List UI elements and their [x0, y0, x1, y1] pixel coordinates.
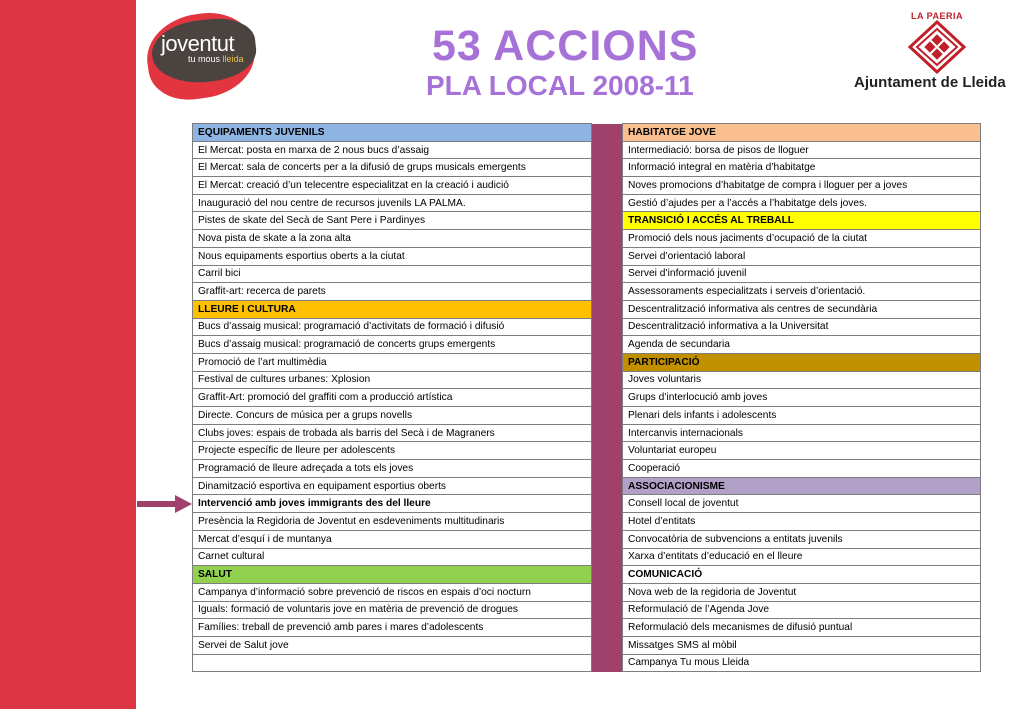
left-action-cell: El Mercat: sala de concerts per a la difusió de grups musicals emergents: [193, 159, 592, 177]
left-action-cell: Nova pista de skate a la zona alta: [193, 230, 592, 248]
right-action-cell: Intercanvis internacionals: [623, 424, 981, 442]
table-row: [193, 407, 981, 425]
table-row: [193, 601, 981, 619]
actions-table: [192, 123, 981, 672]
right-section-header: COMUNICACIÓ: [623, 566, 981, 584]
left-action-cell: Campanya d’informació sobre prevenció de riscos en espais d’oci nocturn: [193, 583, 592, 601]
page-subtitle: PLA LOCAL 2008-11: [426, 70, 694, 101]
table-row: [193, 530, 981, 548]
table-row: [193, 318, 981, 336]
table-row: [193, 336, 981, 354]
table-row: [193, 124, 981, 142]
right-action-cell: Consell local de joventut: [623, 495, 981, 513]
right-action-cell: Promoció dels nous jaciments d’ocupació de la ciutat: [623, 230, 981, 248]
right-action-cell: Agenda de secundaria: [623, 336, 981, 354]
right-action-cell: Plenari dels infants i adolescents: [623, 407, 981, 425]
right-section-header: ASSOCIACIONISME: [623, 477, 981, 495]
left-action-cell: El Mercat: creació d’un telecentre especialitzat en la creació i audició: [193, 177, 592, 195]
divider-column: [592, 601, 623, 619]
divider-column: [592, 336, 623, 354]
city-name: Ajuntament de Lleida: [854, 74, 1006, 91]
right-action-cell: Assessoraments especialitzats i serveis d’orientació.: [623, 283, 981, 301]
table-row: [193, 194, 981, 212]
divider-column: [592, 247, 623, 265]
table-row: [193, 566, 981, 584]
left-action-cell: [193, 654, 592, 672]
left-action-cell: Graffit-art: recerca de parets: [193, 283, 592, 301]
left-section-header: EQUIPAMENTS JUVENILS: [193, 124, 592, 142]
divider-column: [592, 124, 623, 142]
divider-column: [592, 177, 623, 195]
divider-column: [592, 212, 623, 230]
divider-column: [592, 442, 623, 460]
table-row: [193, 442, 981, 460]
right-action-cell: Hotel d’entitats: [623, 513, 981, 531]
divider-column: [592, 371, 623, 389]
table-row: [193, 636, 981, 654]
left-action-cell: Projecte específic de lleure per adolescents: [193, 442, 592, 460]
table-row: [193, 265, 981, 283]
table-row: [193, 247, 981, 265]
left-action-cell: Mercat d’esquí i de muntanya: [193, 530, 592, 548]
logo-tagline: [188, 54, 244, 64]
right-section-header: TRANSICIÓ I ACCÉS AL TREBALL: [623, 212, 981, 230]
divider-column: [592, 141, 623, 159]
left-action-cell: Intervenció amb joves immigrants des del lleure: [193, 495, 592, 513]
right-action-cell: Cooperació: [623, 460, 981, 478]
divider-column: [592, 530, 623, 548]
left-section-header: SALUT: [193, 566, 592, 584]
divider-column: [592, 424, 623, 442]
table-row: [193, 300, 981, 318]
right-action-cell: Grups d’interlocució amb joves: [623, 389, 981, 407]
left-action-cell: Bucs d’assaig musical: programació d’activitats de formació i difusió: [193, 318, 592, 336]
divider-column: [592, 230, 623, 248]
table-row: [193, 371, 981, 389]
page-title: 53 ACCIONS: [432, 22, 699, 70]
left-action-cell: El Mercat: posta en marxa de 2 nous bucs d’assaig: [193, 141, 592, 159]
table-row: [193, 548, 981, 566]
logo-word: joventut: [161, 31, 235, 56]
left-action-cell: Clubs joves: espais de trobada als barris del Secà i de Magraners: [193, 424, 592, 442]
left-section-header: LLEURE I CULTURA: [193, 300, 592, 318]
left-action-cell: Promoció de l’art multimèdia: [193, 353, 592, 371]
left-red-band: [0, 0, 136, 709]
table-row: [193, 583, 981, 601]
table-row: [193, 283, 981, 301]
right-action-cell: Missatges SMS al mòbil: [623, 636, 981, 654]
divider-column: [592, 194, 623, 212]
divider-column: [592, 477, 623, 495]
table-row: [193, 159, 981, 177]
left-action-cell: Bucs d’assaig musical: programació de concerts grups emergents: [193, 336, 592, 354]
right-section-header: PARTICIPACIÓ: [623, 353, 981, 371]
right-action-cell: Xarxa d’entitats d’educació en el lleure: [623, 548, 981, 566]
right-action-cell: Convocatòria de subvencions a entitats juvenils: [623, 530, 981, 548]
right-action-cell: Servei d’orientació laboral: [623, 247, 981, 265]
paeria-label: LA PAERIA: [911, 11, 964, 21]
left-action-cell: Famílies: treball de prevenció amb pares i mares d’adolescents: [193, 619, 592, 637]
table-row: [193, 477, 981, 495]
table-row: [193, 495, 981, 513]
table-row: [193, 389, 981, 407]
table-row: [193, 460, 981, 478]
divider-column: [592, 636, 623, 654]
right-action-cell: Reformulació de l’Agenda Jove: [623, 601, 981, 619]
divider-column: [592, 283, 623, 301]
left-action-cell: Servei de Salut jove: [193, 636, 592, 654]
divider-column: [592, 460, 623, 478]
left-action-cell: Iguals: formació de voluntaris jove en matèria de prevenció de drogues: [193, 601, 592, 619]
pointer-arrow-icon: [137, 494, 193, 514]
right-action-cell: Nova web de la regidoria de Joventut: [623, 583, 981, 601]
right-action-cell: Noves promocions d’habitatge de compra i lloguer per a joves: [623, 177, 981, 195]
table-row: [193, 177, 981, 195]
left-action-cell: Dinamització esportiva en equipament esportius oberts: [193, 477, 592, 495]
logo-tagline-b: lleida: [222, 54, 244, 64]
right-action-cell: Informació integral en matèria d’habitatge: [623, 159, 981, 177]
divider-column: [592, 654, 623, 672]
divider-column: [592, 407, 623, 425]
divider-column: [592, 495, 623, 513]
right-action-cell: Voluntariat europeu: [623, 442, 981, 460]
left-action-cell: Inauguració del nou centre de recursos juvenils LA PALMA.: [193, 194, 592, 212]
right-action-cell: Campanya Tu mous Lleida: [623, 654, 981, 672]
left-action-cell: Presència la Regidoria de Joventut en esdeveniments multitudinaris: [193, 513, 592, 531]
divider-column: [592, 619, 623, 637]
left-action-cell: Pistes de skate del Secà de Sant Pere i Pardinyes: [193, 212, 592, 230]
divider-column: [592, 300, 623, 318]
divider-column: [592, 353, 623, 371]
left-action-cell: Carril bici: [193, 265, 592, 283]
table-row: [193, 353, 981, 371]
right-action-cell: Gestió d’ajudes per a l’accés a l’habitatge dels joves.: [623, 194, 981, 212]
right-action-cell: Intermediació: borsa de pisos de lloguer: [623, 141, 981, 159]
right-action-cell: Reformulació dels mecanismes de difusió puntual: [623, 619, 981, 637]
logo-tagline-a: tu mous: [188, 54, 223, 64]
right-action-cell: Descentralització informativa als centres de secundària: [623, 300, 981, 318]
left-action-cell: Graffit-Art: promoció del graffiti com a producció artística: [193, 389, 592, 407]
table-row: [193, 212, 981, 230]
divider-column: [592, 159, 623, 177]
table-row: [193, 619, 981, 637]
left-action-cell: Festival de cultures urbanes: Xplosion: [193, 371, 592, 389]
left-action-cell: Programació de lleure adreçada a tots els joves: [193, 460, 592, 478]
divider-column: [592, 265, 623, 283]
table-row: [193, 141, 981, 159]
divider-column: [592, 389, 623, 407]
divider-column: [592, 318, 623, 336]
right-action-cell: Joves voluntaris: [623, 371, 981, 389]
divider-column: [592, 548, 623, 566]
divider-column: [592, 583, 623, 601]
table-row: [193, 230, 981, 248]
right-action-cell: Servei d’informació juvenil: [623, 265, 981, 283]
left-action-cell: Carnet cultural: [193, 548, 592, 566]
table-row: [193, 654, 981, 672]
divider-column: [592, 566, 623, 584]
left-action-cell: Directe. Concurs de música per a grups novells: [193, 407, 592, 425]
divider-column: [592, 513, 623, 531]
paeria-emblem-icon: [906, 20, 968, 74]
table-row: [193, 513, 981, 531]
table-row: [193, 424, 981, 442]
right-section-header: HABITATGE JOVE: [623, 124, 981, 142]
left-action-cell: Nous equipaments esportius oberts a la ciutat: [193, 247, 592, 265]
right-action-cell: Descentralització informativa a la Universitat: [623, 318, 981, 336]
